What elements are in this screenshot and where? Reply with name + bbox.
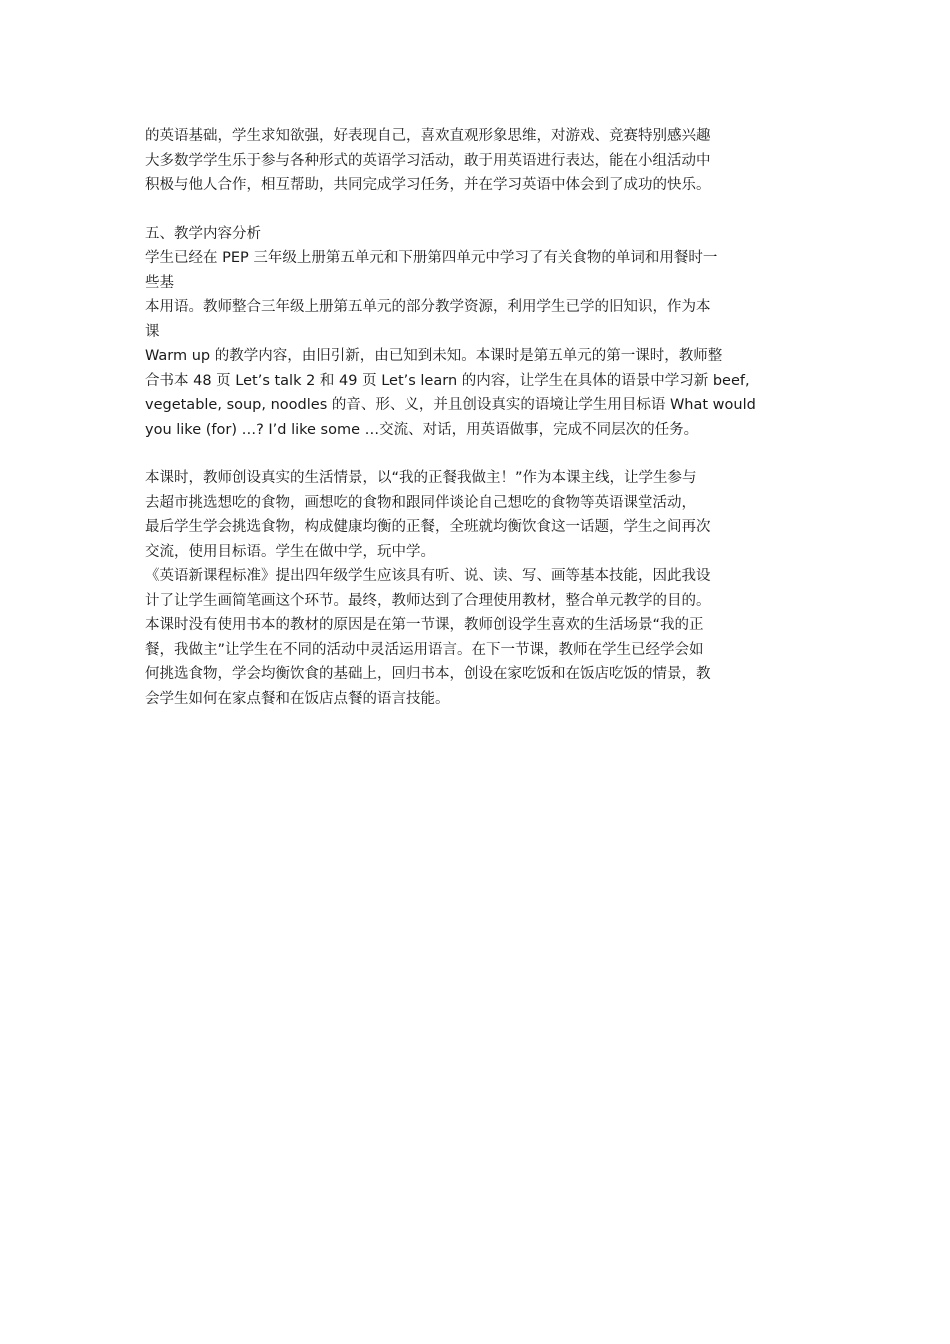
text-line: 积极与他人合作，相互帮助，共同完成学习任务，并在学习英语中体会到了成功的快乐。 [145,177,711,193]
section-heading: 五、教学内容分析 [145,225,261,242]
text-line: 大多数学学生乐于参与各种形式的英语学习活动，敢于用英语进行表达，能在小组活动中 [145,152,711,169]
text-line: 本课时，教师创设真实的生活情景，以“我的正餐我做主！”作为本课主线，让学生参与 [145,470,697,486]
text-line: 交流，使用目标语。学生在做中学，玩中学。 [145,543,435,560]
text-line: 《英语新课程标准》提出四年级学生应该具有听、说、读、写、画等基本技能，因此我设 [145,568,711,584]
paragraph-gap [145,442,810,466]
section-lesson-design [145,466,810,711]
text-line: 何挑选食物，学会均衡饮食的基础上，回归书本，创设在家吃饭和在饭店吃饭的情景，教 [145,666,711,682]
intro-paragraph [145,124,810,198]
text-line: 本课时没有使用书本的教材的原因是在第一节课，教师创设学生喜欢的生活场景“我的正 [145,617,704,633]
document-page [145,124,810,711]
section-teaching-content [145,222,810,443]
text-line: vegetable, soup, noodles 的音、形、义，并且创设真实的语境让学生用目标语 What would [145,397,756,413]
text-line: 课 [145,323,160,340]
text-line: 餐，我做主”让学生在不同的活动中灵活运用语言。在下一节课，教师在学生已经学会如 [145,641,704,658]
text-line: 学生已经在 PEP 三年级上册第五单元和下册第四单元中学习了有关食物的单词和用餐时一 [145,250,718,266]
text-line: 本用语。教师整合三年级上册第五单元的部分教学资源，利用学生已学的旧知识，作为本 [145,299,711,315]
text-line: 些基 [145,274,174,291]
text-line: Warm up 的教学内容，由旧引新，由已知到未知。本课时是第五单元的第一课时，教师整 [145,348,723,364]
text-line: you like (for) …? I’d like some …交流、对话，用英语做事，完成不同层次的任务。 [145,421,699,438]
text-line: 最后学生学会挑选食物，构成健康均衡的正餐，全班就均衡饮食这一话题，学生之间再次 [145,519,711,535]
text-line: 计了让学生画简笔画这个环节。最终，教师达到了合理使用教材，整合单元教学的目的。 [145,592,711,609]
text-line: 会学生如何在家点餐和在饭店点餐的语言技能。 [145,690,450,707]
paragraph-gap [145,198,810,222]
text-line: 合书本 48 页 Let’s talk 2 和 49 页 Let’s learn 的内容，让学生在具体的语景中学习新 beef, [145,372,750,389]
text-line: 去超市挑选想吃的食物，画想吃的食物和跟同伴谈论自己想吃的食物等英语课堂活动， [145,494,696,511]
text-line: 的英语基础，学生求知欲强，好表现自己，喜欢直观形象思维，对游戏、竞赛特别感兴趣 [145,128,711,144]
